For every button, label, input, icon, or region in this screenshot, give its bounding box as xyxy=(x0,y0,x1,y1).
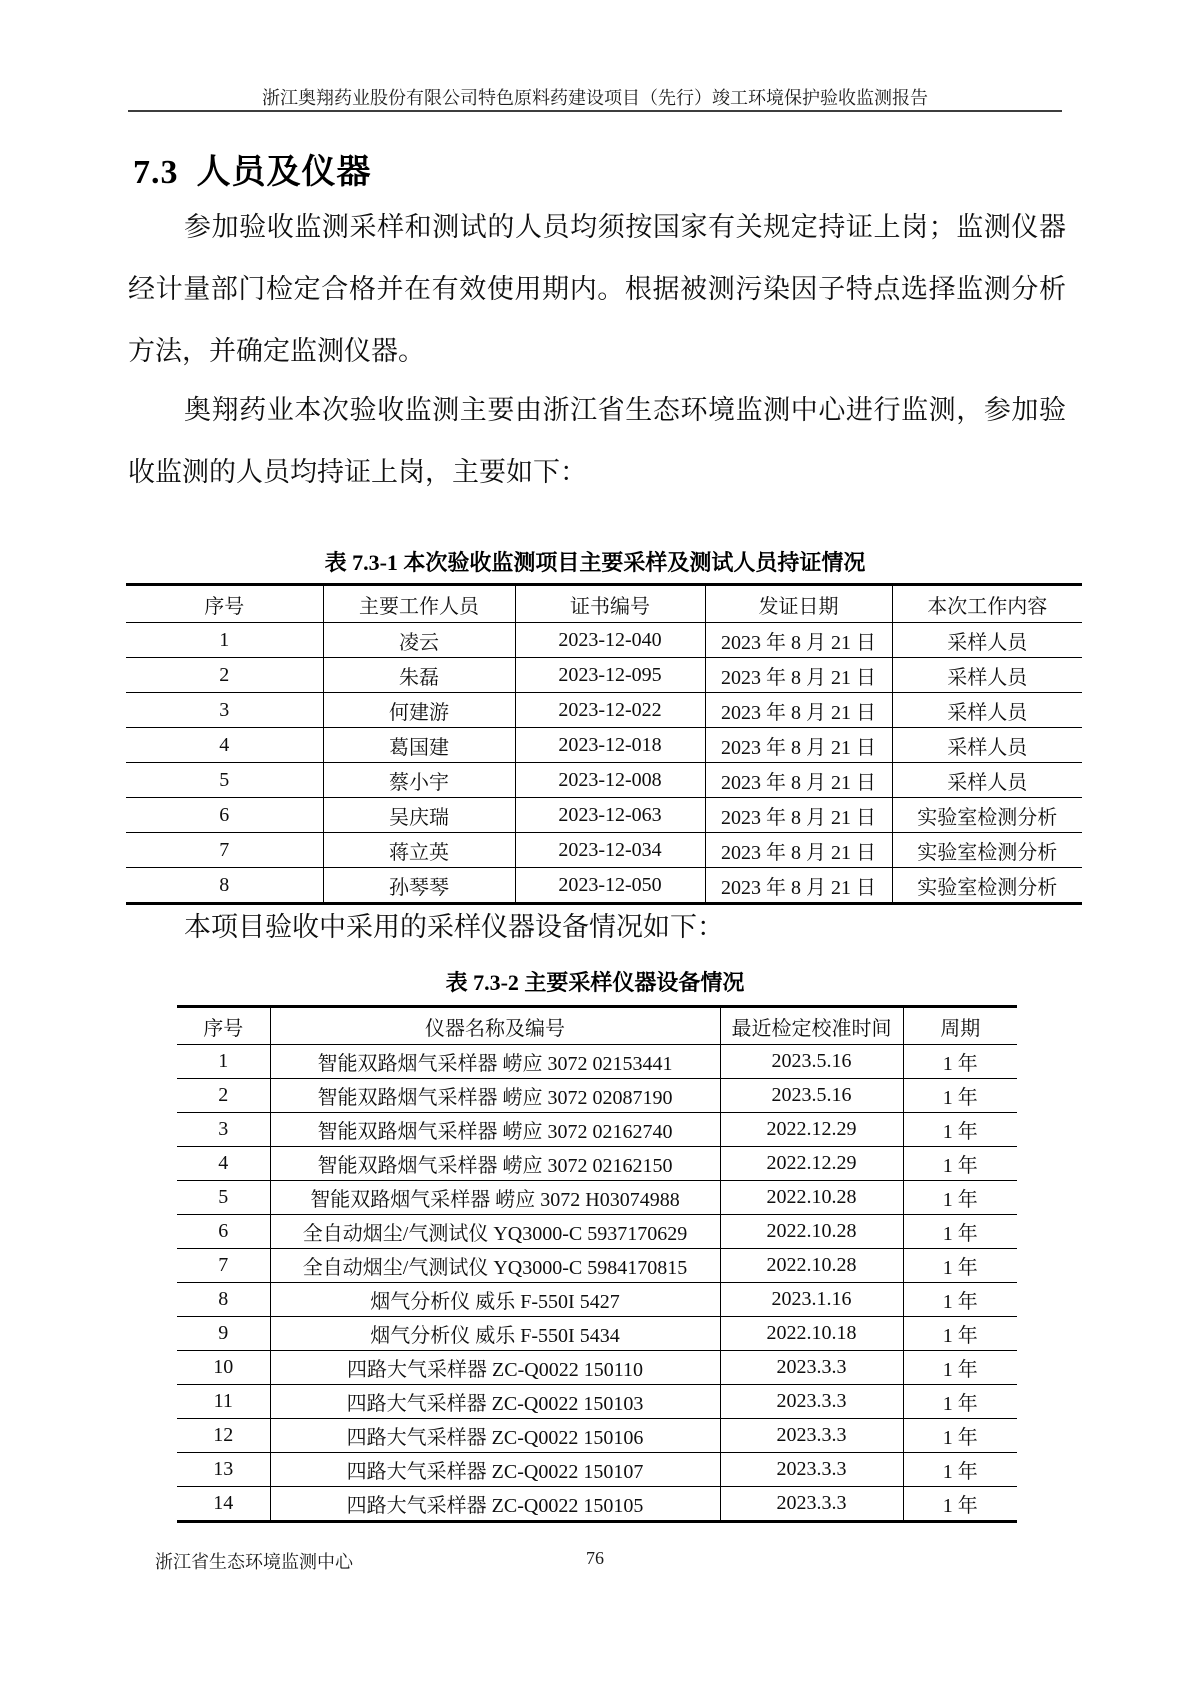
cell-work-content: 采样人员 xyxy=(892,693,1082,728)
cell-calibration-date: 2022.10.18 xyxy=(720,1317,903,1351)
cell-calibration-date: 2022.10.28 xyxy=(720,1249,903,1283)
column-header-seq: 序号 xyxy=(177,1007,270,1045)
footer-organization: 浙江省生态环境监测中心 xyxy=(155,1552,353,1572)
cell-staff: 何建游 xyxy=(323,693,515,728)
table-row xyxy=(126,763,1082,798)
cell-cycle: 1 年 xyxy=(903,1215,1017,1249)
cell-issue-date: 2023 年 8 月 21 日 xyxy=(705,623,892,658)
section-number: 7.3 xyxy=(133,154,179,191)
cell-staff: 葛国建 xyxy=(323,728,515,763)
table-row xyxy=(177,1113,1017,1147)
cell-calibration-date: 2023.3.3 xyxy=(720,1453,903,1487)
cell-cycle: 1 年 xyxy=(903,1079,1017,1113)
cell-instrument: 四路大气采样器 ZC-Q0022 150106 xyxy=(270,1419,720,1453)
table-header-row xyxy=(126,585,1082,623)
table-row xyxy=(177,1283,1017,1317)
cell-seq: 5 xyxy=(126,763,323,798)
cell-work-content: 采样人员 xyxy=(892,658,1082,693)
column-header-cert-no: 证书编号 xyxy=(515,585,705,623)
cell-cert-no: 2023-12-063 xyxy=(515,798,705,833)
cell-seq: 1 xyxy=(126,623,323,658)
cell-work-content: 采样人员 xyxy=(892,728,1082,763)
cell-work-content: 采样人员 xyxy=(892,763,1082,798)
cell-issue-date: 2023 年 8 月 21 日 xyxy=(705,728,892,763)
section-title: 人员及仪器 xyxy=(196,154,372,191)
table2-caption: 表 7.3-2 主要采样仪器设备情况 xyxy=(445,970,745,995)
cell-seq: 6 xyxy=(177,1215,270,1249)
cell-seq: 9 xyxy=(177,1317,270,1351)
table-row xyxy=(177,1147,1017,1181)
cell-issue-date: 2023 年 8 月 21 日 xyxy=(705,693,892,728)
column-header-issue-date: 发证日期 xyxy=(705,585,892,623)
cell-calibration-date: 2022.10.28 xyxy=(720,1215,903,1249)
cell-cycle: 1 年 xyxy=(903,1317,1017,1351)
cell-calibration-date: 2023.3.3 xyxy=(720,1351,903,1385)
cell-calibration-date: 2022.12.29 xyxy=(720,1147,903,1181)
cell-seq: 2 xyxy=(126,658,323,693)
table-row xyxy=(126,728,1082,763)
cell-calibration-date: 2023.1.16 xyxy=(720,1283,903,1317)
cell-cert-no: 2023-12-018 xyxy=(515,728,705,763)
cell-seq: 3 xyxy=(177,1113,270,1147)
cell-seq: 7 xyxy=(126,833,323,868)
cell-cycle: 1 年 xyxy=(903,1249,1017,1283)
cell-calibration-date: 2023.5.16 xyxy=(720,1045,903,1079)
cell-instrument: 烟气分析仪 威乐 F-550I 5434 xyxy=(270,1317,720,1351)
column-header-seq: 序号 xyxy=(126,585,323,623)
paragraph-sampling-equipment: 本项目验收中采用的采样仪器设备情况如下： xyxy=(184,912,724,942)
cell-issue-date: 2023 年 8 月 21 日 xyxy=(705,798,892,833)
section-heading xyxy=(133,144,372,193)
cell-instrument: 智能双路烟气采样器 崂应 3072 H03074988 xyxy=(270,1181,720,1215)
cell-instrument: 四路大气采样器 ZC-Q0022 150107 xyxy=(270,1453,720,1487)
cell-seq: 1 xyxy=(177,1045,270,1079)
cell-cycle: 1 年 xyxy=(903,1283,1017,1317)
cell-cycle: 1 年 xyxy=(903,1351,1017,1385)
table1-caption: 表 7.3-1 本次验收监测项目主要采样及测试人员持证情况 xyxy=(324,550,866,575)
cell-seq: 11 xyxy=(177,1385,270,1419)
table-row xyxy=(177,1385,1017,1419)
cell-cert-no: 2023-12-095 xyxy=(515,658,705,693)
cell-instrument: 烟气分析仪 威乐 F-550I 5427 xyxy=(270,1283,720,1317)
cell-seq: 6 xyxy=(126,798,323,833)
table-row xyxy=(126,623,1082,658)
cell-work-content: 实验室检测分析 xyxy=(892,798,1082,833)
cell-issue-date: 2023 年 8 月 21 日 xyxy=(705,658,892,693)
table-row xyxy=(126,868,1082,904)
paragraph-monitoring-center: 奥翔药业本次验收监测主要由浙江省生态环境监测中心进行监测，参加验收监测的人员均持证上岗，主要如下： xyxy=(128,395,1066,487)
cell-cycle: 1 年 xyxy=(903,1113,1017,1147)
table-row xyxy=(177,1317,1017,1351)
cell-cycle: 1 年 xyxy=(903,1045,1017,1079)
table-row xyxy=(126,693,1082,728)
cell-seq: 8 xyxy=(177,1283,270,1317)
table-row xyxy=(177,1215,1017,1249)
table-header-row xyxy=(177,1007,1017,1045)
table-row xyxy=(177,1079,1017,1113)
cell-cert-no: 2023-12-034 xyxy=(515,833,705,868)
cell-seq: 13 xyxy=(177,1453,270,1487)
cell-seq: 3 xyxy=(126,693,323,728)
cell-seq: 8 xyxy=(126,868,323,904)
cell-staff: 吴庆瑞 xyxy=(323,798,515,833)
cell-cycle: 1 年 xyxy=(903,1487,1017,1522)
header-rule xyxy=(128,110,1062,112)
cell-calibration-date: 2023.3.3 xyxy=(720,1385,903,1419)
cell-seq: 5 xyxy=(177,1181,270,1215)
cell-cycle: 1 年 xyxy=(903,1181,1017,1215)
table-row xyxy=(177,1419,1017,1453)
cell-seq: 4 xyxy=(126,728,323,763)
column-header-staff: 主要工作人员 xyxy=(323,585,515,623)
cell-staff: 孙琴琴 xyxy=(323,868,515,904)
column-header-calibration-date: 最近检定校准时间 xyxy=(720,1007,903,1045)
cell-seq: 4 xyxy=(177,1147,270,1181)
cell-issue-date: 2023 年 8 月 21 日 xyxy=(705,833,892,868)
cell-staff: 蔡小宇 xyxy=(323,763,515,798)
cell-cert-no: 2023-12-050 xyxy=(515,868,705,904)
cell-instrument: 四路大气采样器 ZC-Q0022 150103 xyxy=(270,1385,720,1419)
column-header-cycle: 周期 xyxy=(903,1007,1017,1045)
cell-calibration-date: 2023.3.3 xyxy=(720,1419,903,1453)
cell-cycle: 1 年 xyxy=(903,1385,1017,1419)
table-row xyxy=(177,1453,1017,1487)
table-row xyxy=(126,798,1082,833)
column-header-work-content: 本次工作内容 xyxy=(892,585,1082,623)
sampling-instrument-table xyxy=(177,1005,1017,1523)
page-number: 76 xyxy=(586,1548,604,1568)
cell-cycle: 1 年 xyxy=(903,1419,1017,1453)
cell-cycle: 1 年 xyxy=(903,1453,1017,1487)
cell-instrument: 智能双路烟气采样器 崂应 3072 02153441 xyxy=(270,1045,720,1079)
table-row xyxy=(177,1351,1017,1385)
cell-work-content: 实验室检测分析 xyxy=(892,868,1082,904)
cell-work-content: 实验室检测分析 xyxy=(892,833,1082,868)
table-row xyxy=(126,658,1082,693)
paragraph-personnel-requirements: 参加验收监测采样和测试的人员均须按国家有关规定持证上岗；监测仪器经计量部门检定合格并在有效使用期内。根据被测污染因子特点选择监测分析方法，并确定监测仪器。 xyxy=(128,212,1066,366)
cell-calibration-date: 2022.12.29 xyxy=(720,1113,903,1147)
cell-work-content: 采样人员 xyxy=(892,623,1082,658)
table-row xyxy=(177,1045,1017,1079)
cell-calibration-date: 2022.10.28 xyxy=(720,1181,903,1215)
cell-cycle: 1 年 xyxy=(903,1147,1017,1181)
cell-staff: 蒋立英 xyxy=(323,833,515,868)
table-row xyxy=(177,1249,1017,1283)
cell-calibration-date: 2023.5.16 xyxy=(720,1079,903,1113)
table-row xyxy=(177,1181,1017,1215)
cell-instrument: 四路大气采样器 ZC-Q0022 150105 xyxy=(270,1487,720,1522)
personnel-certification-table xyxy=(126,583,1082,905)
cell-calibration-date: 2023.3.3 xyxy=(720,1487,903,1522)
cell-cert-no: 2023-12-008 xyxy=(515,763,705,798)
cell-cert-no: 2023-12-022 xyxy=(515,693,705,728)
cell-staff: 朱磊 xyxy=(323,658,515,693)
column-header-instrument: 仪器名称及编号 xyxy=(270,1007,720,1045)
cell-seq: 7 xyxy=(177,1249,270,1283)
cell-instrument: 智能双路烟气采样器 崂应 3072 02087190 xyxy=(270,1079,720,1113)
cell-cert-no: 2023-12-040 xyxy=(515,623,705,658)
running-header: 浙江奥翔药业股份有限公司特色原料药建设项目（先行）竣工环境保护验收监测报告 xyxy=(262,88,928,108)
cell-seq: 14 xyxy=(177,1487,270,1522)
cell-instrument: 四路大气采样器 ZC-Q0022 150110 xyxy=(270,1351,720,1385)
cell-instrument: 智能双路烟气采样器 崂应 3072 02162150 xyxy=(270,1147,720,1181)
cell-issue-date: 2023 年 8 月 21 日 xyxy=(705,868,892,904)
cell-seq: 10 xyxy=(177,1351,270,1385)
cell-issue-date: 2023 年 8 月 21 日 xyxy=(705,763,892,798)
table-row xyxy=(126,833,1082,868)
cell-seq: 12 xyxy=(177,1419,270,1453)
cell-staff: 凌云 xyxy=(323,623,515,658)
table-row xyxy=(177,1487,1017,1522)
cell-instrument: 智能双路烟气采样器 崂应 3072 02162740 xyxy=(270,1113,720,1147)
cell-seq: 2 xyxy=(177,1079,270,1113)
cell-instrument: 全自动烟尘/气测试仪 YQ3000-C 5984170815 xyxy=(270,1249,720,1283)
cell-instrument: 全自动烟尘/气测试仪 YQ3000-C 5937170629 xyxy=(270,1215,720,1249)
